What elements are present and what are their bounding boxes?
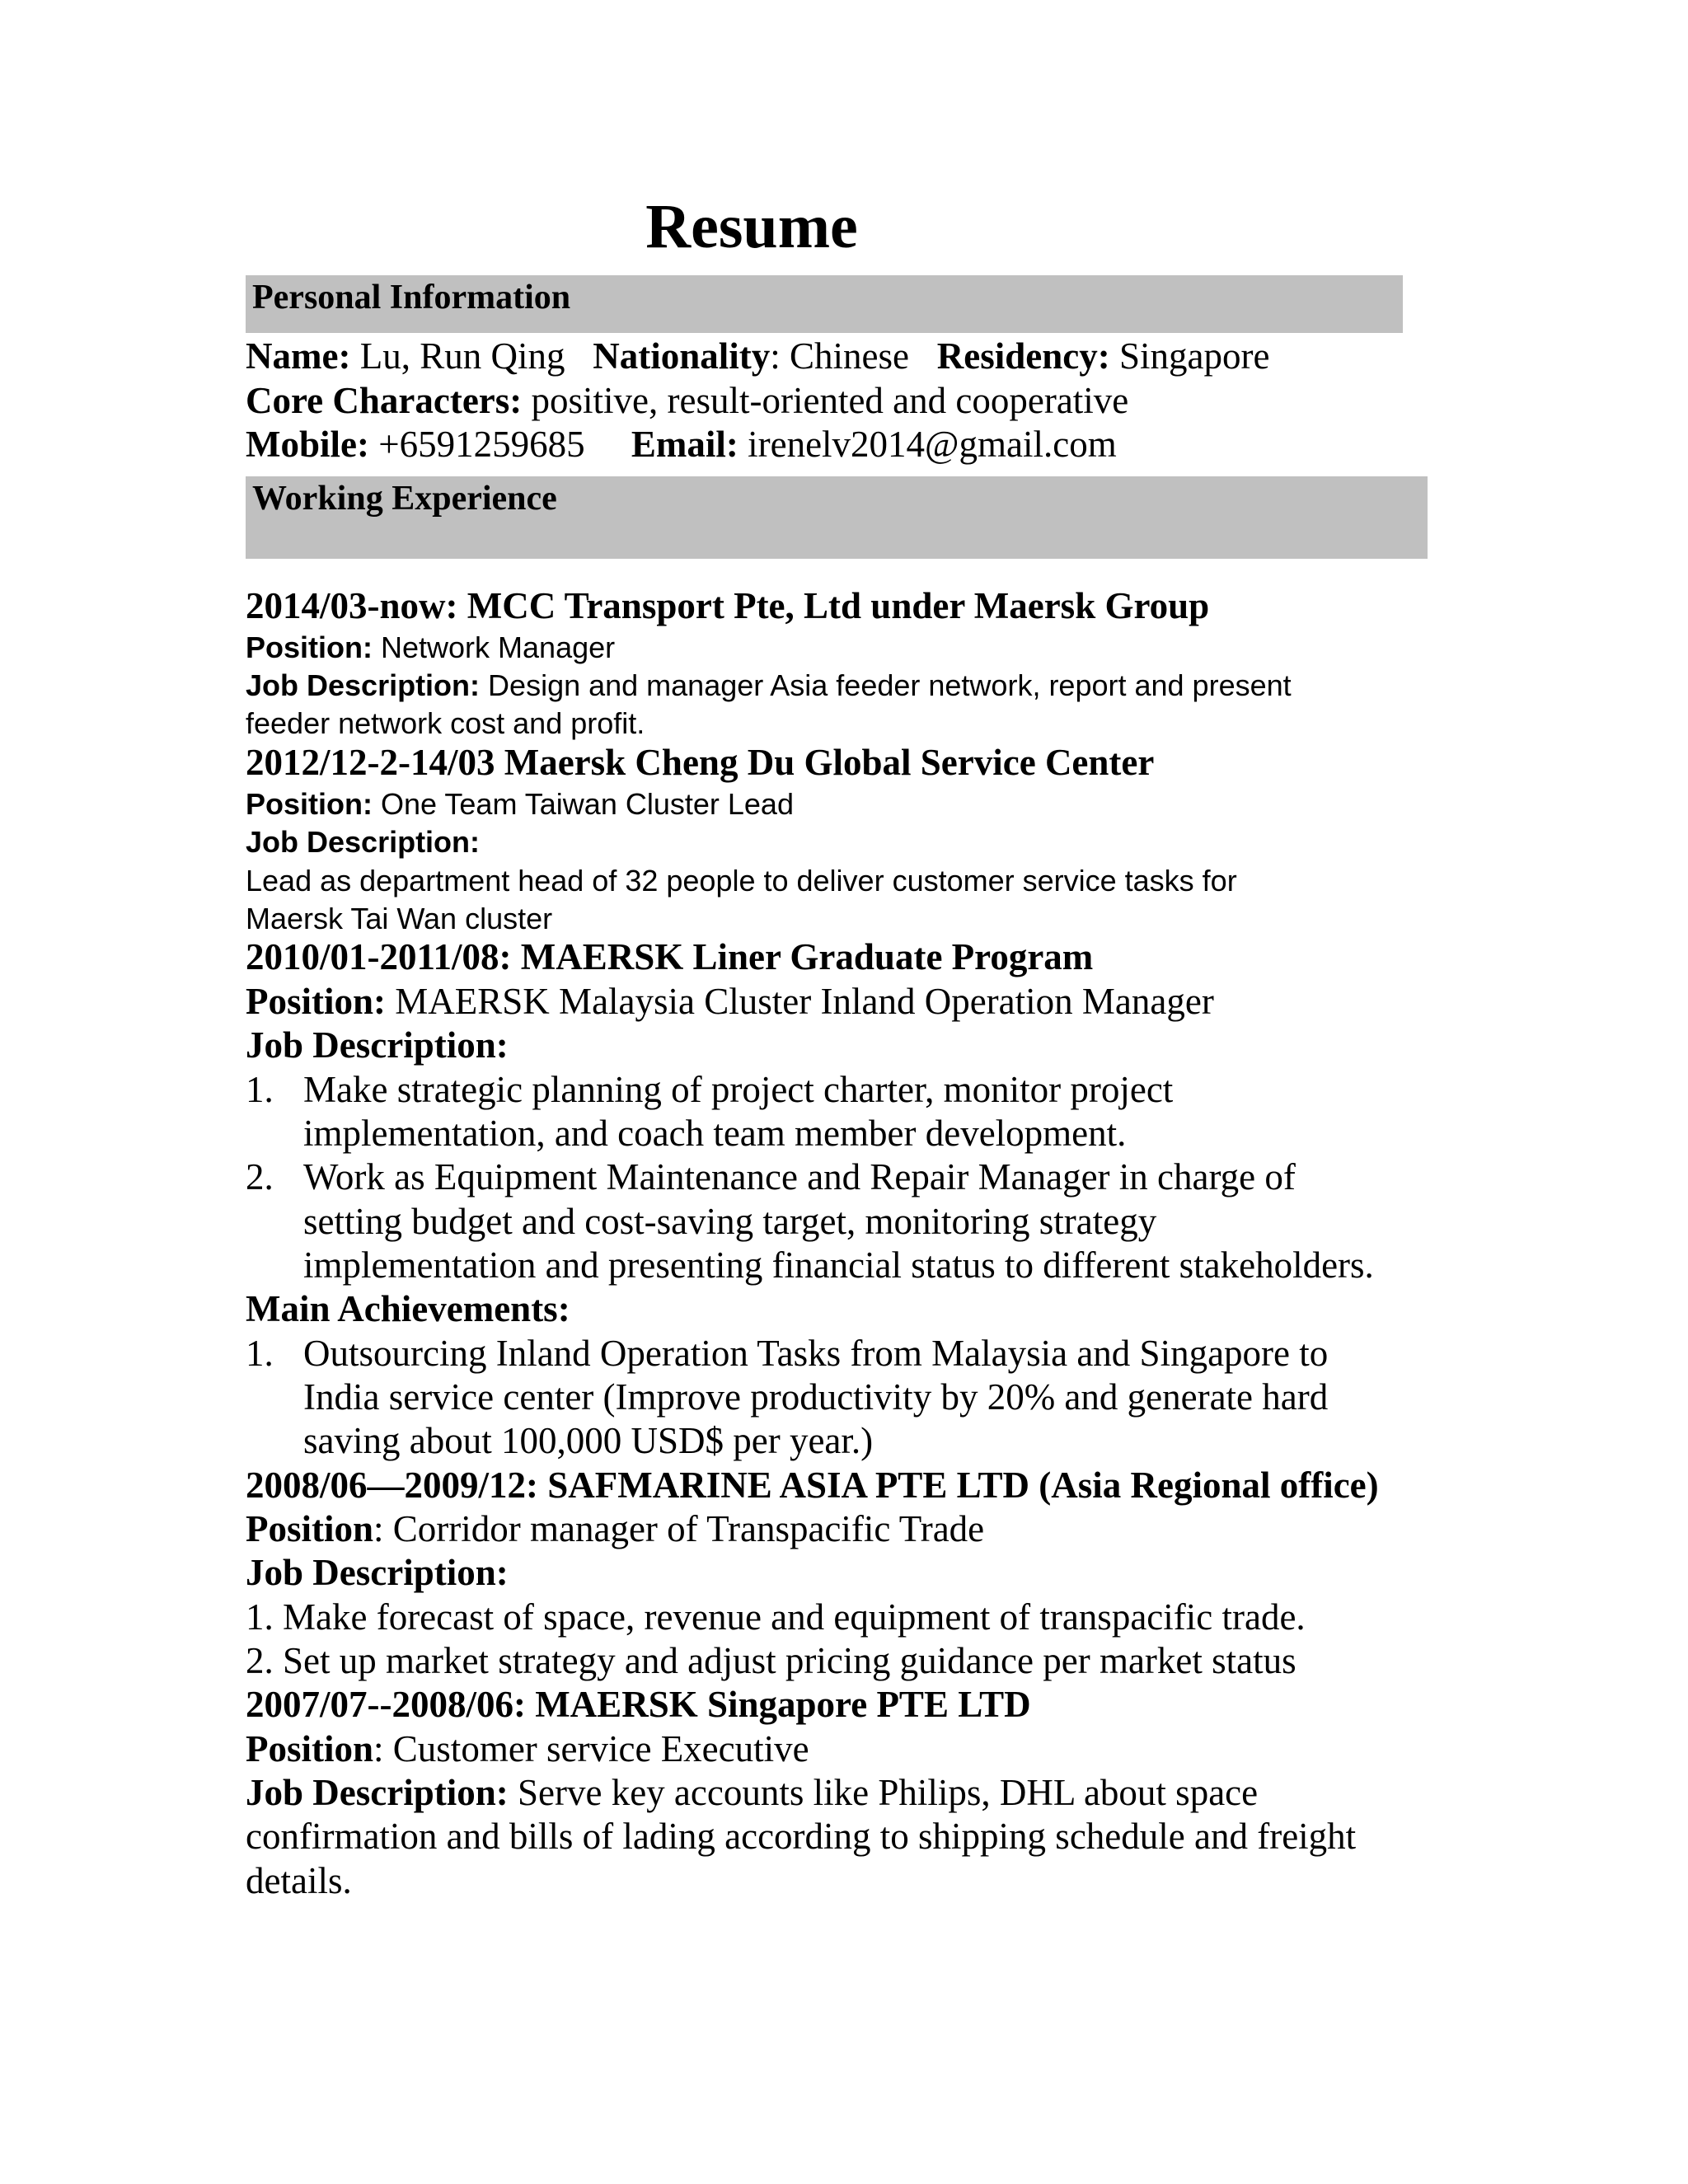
nationality-label: Nationality xyxy=(593,335,771,377)
job-5-description xyxy=(246,1772,1258,1815)
job-1-description xyxy=(246,668,1292,703)
personal-info-header xyxy=(246,275,1403,333)
job-description-label: Job Description: xyxy=(246,1772,509,1813)
job-1-heading: 2014/03-now: MCC Transport Pte, Ltd under Maersk Group xyxy=(246,585,1210,626)
job-1-description-cont: feeder network cost and profit. xyxy=(246,706,645,740)
list-item-text: saving about 100,000 USD$ per year.) xyxy=(303,1420,874,1461)
personal-line-3 xyxy=(246,424,1117,466)
list-number: 1. xyxy=(246,1333,274,1374)
section-title-personal: Personal Information xyxy=(252,279,571,316)
position-label: Position xyxy=(246,1508,374,1549)
list-item-text: Make strategic planning of project charter, monitor project xyxy=(303,1069,1174,1110)
job-description-text: Serve key accounts like Philips, DHL about space xyxy=(518,1772,1259,1813)
job-description-label: Job Description: xyxy=(246,1552,509,1593)
personal-line-2 xyxy=(246,380,1128,423)
job-description-label: Job Description: xyxy=(246,825,481,859)
job-3-position xyxy=(246,981,1214,1024)
list-item-text: implementation, and coach team member development. xyxy=(303,1113,1127,1154)
job-4-heading: 2008/06—2009/12: SAFMARINE ASIA PTE LTD (Asia Regional office) xyxy=(246,1465,1379,1506)
job-2-heading: 2012/12-2-14/03 Maersk Cheng Du Global Service Center xyxy=(246,742,1155,783)
residency-label: Residency: xyxy=(936,335,1110,377)
personal-line-1 xyxy=(246,335,1269,378)
job-5-description-cont: details. xyxy=(246,1860,352,1901)
position-value: : Corridor manager of Transpacific Trade xyxy=(373,1508,985,1549)
job-2-description-1: Lead as department head of 32 people to deliver customer service tasks for xyxy=(246,864,1237,898)
position-label: Position: xyxy=(246,630,373,664)
job-description-label: Job Description: xyxy=(246,668,481,702)
core-label: Core Characters: xyxy=(246,380,523,421)
mobile-label: Mobile: xyxy=(246,424,369,465)
list-item-text: Work as Equipment Maintenance and Repair Manager in charge of xyxy=(303,1156,1296,1197)
core-value: positive, result-oriented and cooperative xyxy=(531,380,1129,421)
email-label: Email: xyxy=(631,424,738,465)
position-value: One Team Taiwan Cluster Lead xyxy=(381,787,794,821)
job-description-text: Design and manager Asia feeder network, report and present xyxy=(488,668,1292,702)
job-1-position xyxy=(246,630,615,665)
list-number: 1. xyxy=(246,1069,274,1110)
job-2-description-2: Maersk Tai Wan cluster xyxy=(246,902,553,935)
job-3-heading: 2010/01-2011/08: MAERSK Liner Graduate Program xyxy=(246,936,1094,977)
nationality-value: : Chinese xyxy=(770,335,909,377)
list-item-text: setting budget and cost-saving target, monitoring strategy xyxy=(303,1201,1157,1242)
job-2-position xyxy=(246,786,794,822)
position-label: Position: xyxy=(246,787,373,821)
job-3-description-label xyxy=(246,1024,509,1067)
list-item-text: India service center (Improve productivity by 20% and generate hard xyxy=(303,1376,1329,1418)
name-label: Name: xyxy=(246,335,351,377)
job-description-label: Job Description: xyxy=(246,1024,509,1066)
position-label: Position xyxy=(246,1728,374,1769)
section-title-working: Working Experience xyxy=(252,480,557,518)
main-achievements-label xyxy=(246,1288,570,1331)
position-value: Network Manager xyxy=(381,630,616,664)
job-2-description-label xyxy=(246,824,480,860)
mobile-value: +6591259685 xyxy=(378,424,585,465)
achievements-label: Main Achievements: xyxy=(246,1288,570,1329)
email-value: irenelv2014@gmail.com xyxy=(748,424,1117,465)
page-title: Resume xyxy=(645,192,858,261)
residency-value: Singapore xyxy=(1118,335,1270,377)
list-item-text: 2. Set up market strategy and adjust pricing guidance per market status xyxy=(246,1640,1296,1681)
list-number: 2. xyxy=(246,1156,274,1197)
list-item-text: 1. Make forecast of space, revenue and equipment of transpacific trade. xyxy=(246,1596,1306,1638)
job-5-position xyxy=(246,1728,809,1771)
working-experience-header xyxy=(246,476,1428,559)
list-item-text: implementation and presenting financial status to different stakeholders. xyxy=(303,1244,1374,1286)
job-5-heading: 2007/07--2008/06: MAERSK Singapore PTE LTD xyxy=(246,1684,1031,1725)
job-4-position xyxy=(246,1508,984,1551)
position-label: Position: xyxy=(246,981,387,1022)
position-value: : Customer service Executive xyxy=(373,1728,809,1769)
name-value: Lu, Run Qing xyxy=(359,335,565,377)
job-4-description-label xyxy=(246,1552,509,1595)
position-value: MAERSK Malaysia Cluster Inland Operation Manager xyxy=(395,981,1214,1022)
job-5-description-cont: confirmation and bills of lading according to shipping schedule and freight xyxy=(246,1816,1357,1857)
list-item-text: Outsourcing Inland Operation Tasks from Malaysia and Singapore to xyxy=(303,1333,1329,1374)
